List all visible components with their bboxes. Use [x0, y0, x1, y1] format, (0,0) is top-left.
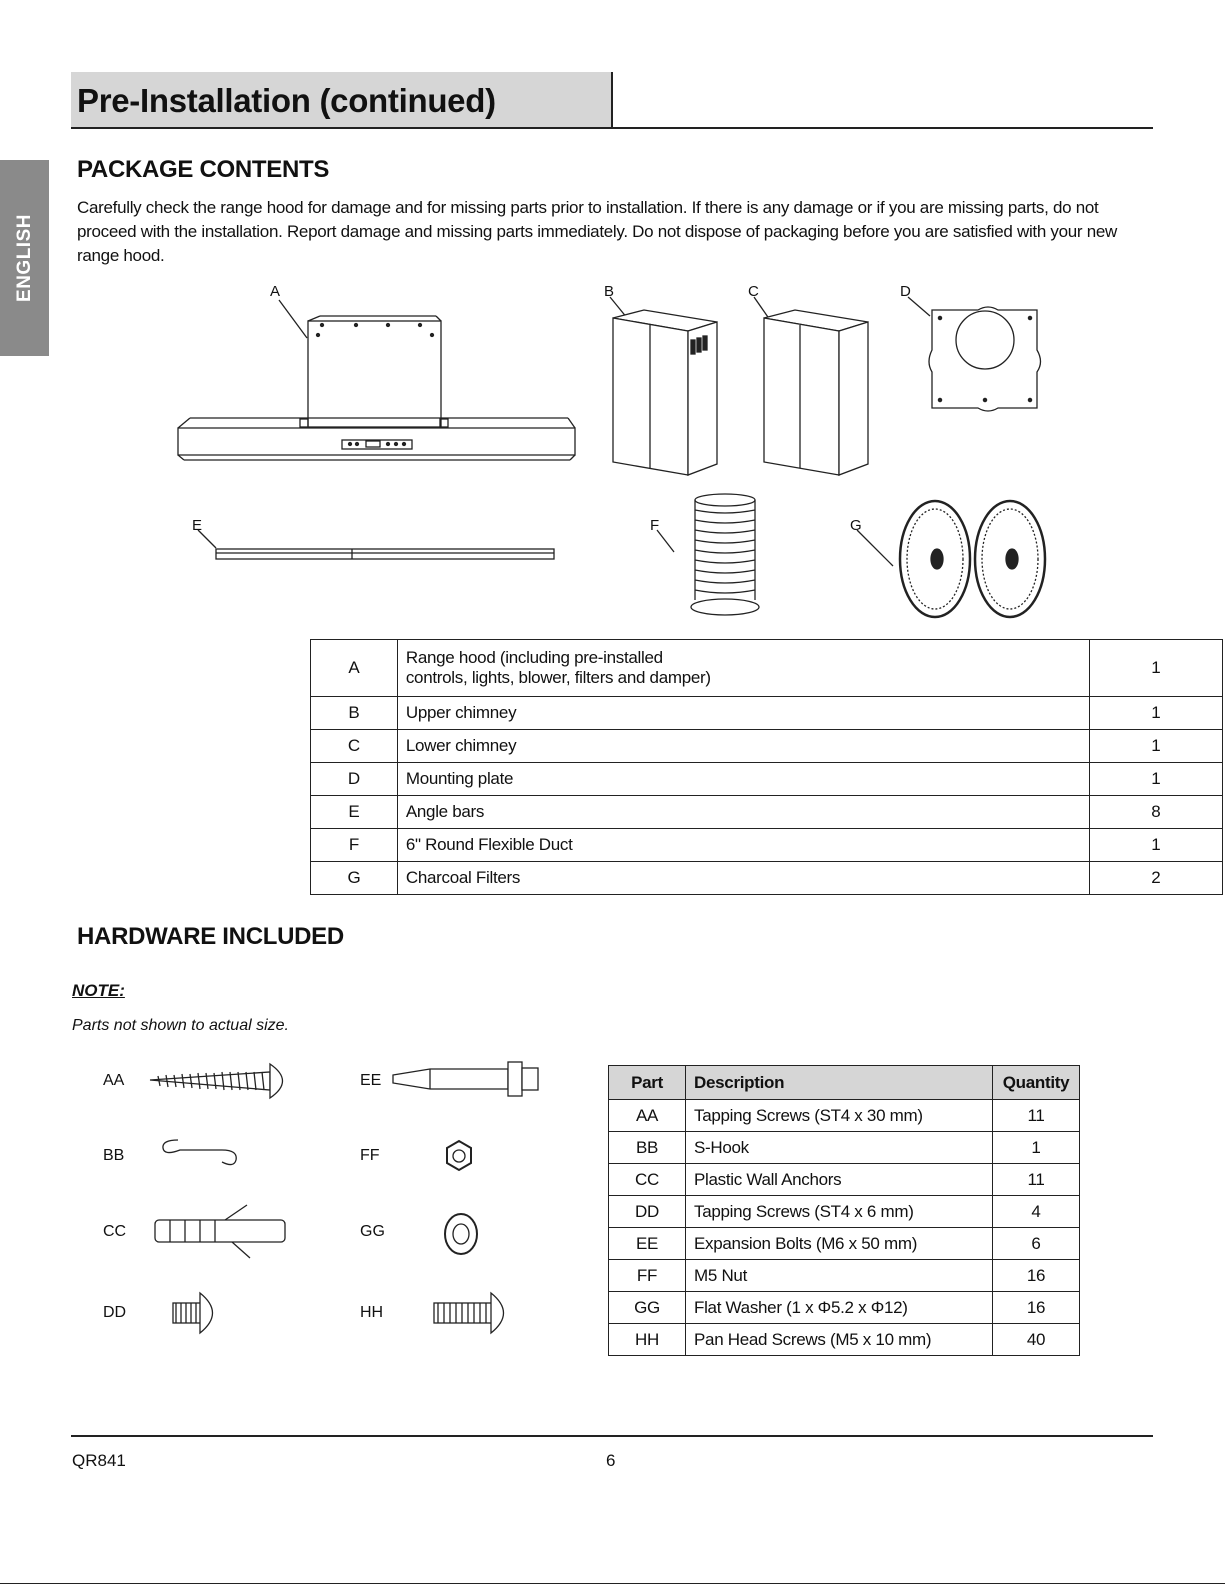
figure-label-b: B: [604, 283, 615, 300]
part-description: Angle bars: [397, 796, 1089, 829]
hardware-label-bb: BB: [103, 1147, 125, 1164]
figure-label-g: G: [850, 517, 862, 534]
hardware-label-ee: EE: [360, 1072, 382, 1089]
angle-bar-illustration: [198, 530, 554, 559]
part-key: C: [311, 730, 398, 763]
package-intro-text: Carefully check the range hood for damage and for missing parts prior to installation. If there is any damage or if you are missing parts, do not proceed with the installation. Report damage and missing parts immediately. Do not dispose of packaging before you are satisfied with your new range hood.: [77, 198, 1118, 265]
part-description-line: Range hood (including pre-installed: [405, 648, 663, 667]
range-hood-illustration: [178, 300, 575, 460]
hardware-key: BB: [609, 1132, 686, 1164]
s-hook-illustration: [163, 1140, 236, 1165]
hardware-key: GG: [609, 1292, 686, 1324]
flat-washer-illustration: [445, 1214, 477, 1254]
hardware-label-dd: DD: [103, 1304, 127, 1321]
hardware-description: Expansion Bolts (M6 x 50 mm): [686, 1228, 993, 1260]
part-description: [397, 640, 1089, 697]
table-row: [609, 1196, 1080, 1228]
hardware-label-aa: AA: [103, 1072, 125, 1089]
table-row: [311, 796, 1223, 829]
part-key: E: [311, 796, 398, 829]
table-row: [311, 640, 1223, 697]
hardware-description: Pan Head Screws (M5 x 10 mm): [686, 1324, 993, 1356]
tapping-screw-6mm-illustration: [173, 1293, 213, 1333]
upper-chimney-illustration: [610, 297, 717, 475]
expansion-bolt-illustration: [393, 1062, 538, 1096]
part-quantity: 1: [1089, 640, 1222, 697]
table-row: [311, 829, 1223, 862]
part-key: F: [311, 829, 398, 862]
hardware-description: M5 Nut: [686, 1260, 993, 1292]
tapping-screw-30mm-illustration: [150, 1064, 283, 1098]
part-description: Mounting plate: [397, 763, 1089, 796]
figure-label-e: E: [192, 517, 203, 534]
hardware-description: S-Hook: [686, 1132, 993, 1164]
part-quantity: 1: [1089, 730, 1222, 763]
table-row: [609, 1324, 1080, 1356]
hardware-quantity: 11: [993, 1164, 1080, 1196]
table-row: [609, 1164, 1080, 1196]
model-number: QR841: [72, 1451, 126, 1470]
hardware-description: Flat Washer (1 x Φ5.2 x Φ12): [686, 1292, 993, 1324]
page-title: Pre-Installation (continued): [77, 82, 496, 119]
hardware-quantity: 11: [993, 1100, 1080, 1132]
hardware-quantity: 40: [993, 1324, 1080, 1356]
part-description: Upper chimney: [397, 697, 1089, 730]
language-tab-label: ENGLISH: [13, 214, 35, 302]
hardware-label-cc: CC: [103, 1223, 127, 1240]
hardware-label-gg: GG: [360, 1223, 385, 1240]
part-key: A: [311, 640, 398, 697]
note-label: NOTE:: [72, 981, 125, 1000]
m5-nut-illustration: [447, 1141, 471, 1170]
hardware-key: FF: [609, 1260, 686, 1292]
column-header-description: Description: [686, 1066, 993, 1100]
hardware-key: EE: [609, 1228, 686, 1260]
table-row: [609, 1100, 1080, 1132]
mounting-plate-illustration: [908, 297, 1041, 411]
hardware-included-heading: HARDWARE INCLUDED: [77, 923, 344, 950]
lower-chimney-illustration: [754, 297, 868, 475]
table-row: [311, 763, 1223, 796]
table-row: [609, 1292, 1080, 1324]
flexible-duct-illustration: [657, 494, 759, 615]
hardware-key: HH: [609, 1324, 686, 1356]
package-contents-table: [310, 639, 1223, 895]
column-header-quantity: Quantity: [993, 1066, 1080, 1100]
column-header-part: Part: [609, 1066, 686, 1100]
hardware-quantity: 16: [993, 1292, 1080, 1324]
part-description: Charcoal Filters: [397, 862, 1089, 895]
table-row: [609, 1260, 1080, 1292]
bottom-edge-rule: [0, 1583, 1225, 1584]
note-text: Parts not shown to actual size.: [72, 1017, 289, 1034]
hardware-quantity: 16: [993, 1260, 1080, 1292]
part-quantity: 2: [1089, 862, 1222, 895]
part-quantity: 1: [1089, 763, 1222, 796]
part-key: G: [311, 862, 398, 895]
part-description: 6" Round Flexible Duct: [397, 829, 1089, 862]
hardware-quantity: 4: [993, 1196, 1080, 1228]
pan-head-screw-illustration: [434, 1293, 504, 1333]
package-contents-heading: PACKAGE CONTENTS: [77, 156, 330, 183]
table-row: [311, 697, 1223, 730]
figure-label-f: F: [650, 517, 660, 534]
hardware-key: CC: [609, 1164, 686, 1196]
table-row: [311, 730, 1223, 763]
part-key: B: [311, 697, 398, 730]
plastic-wall-anchor-illustration: [155, 1205, 285, 1258]
part-quantity: 1: [1089, 697, 1222, 730]
part-quantity: 1: [1089, 829, 1222, 862]
charcoal-filters-illustration: [857, 501, 1045, 617]
table-row: [609, 1132, 1080, 1164]
page-number: 6: [606, 1451, 616, 1470]
hardware-description: Plastic Wall Anchors: [686, 1164, 993, 1196]
part-description-line: controls, lights, blower, filters and damper): [405, 668, 711, 687]
table-row: [609, 1228, 1080, 1260]
footer-rule: [71, 1435, 1153, 1437]
hardware-description: Tapping Screws (ST4 x 6 mm): [686, 1196, 993, 1228]
hardware-key: AA: [609, 1100, 686, 1132]
figure-label-d: D: [900, 283, 911, 300]
table-row: [311, 862, 1223, 895]
figure-label-c: C: [748, 283, 759, 300]
hardware-quantity: 1: [993, 1132, 1080, 1164]
table-header-row: [609, 1066, 1080, 1100]
part-description: Lower chimney: [397, 730, 1089, 763]
hardware-key: DD: [609, 1196, 686, 1228]
part-key: D: [311, 763, 398, 796]
hardware-label-ff: FF: [360, 1147, 380, 1164]
part-quantity: 8: [1089, 796, 1222, 829]
hardware-description: Tapping Screws (ST4 x 30 mm): [686, 1100, 993, 1132]
hardware-label-hh: HH: [360, 1304, 384, 1321]
figure-label-a: A: [270, 283, 281, 300]
hardware-quantity: 6: [993, 1228, 1080, 1260]
hardware-table: [608, 1065, 1080, 1356]
